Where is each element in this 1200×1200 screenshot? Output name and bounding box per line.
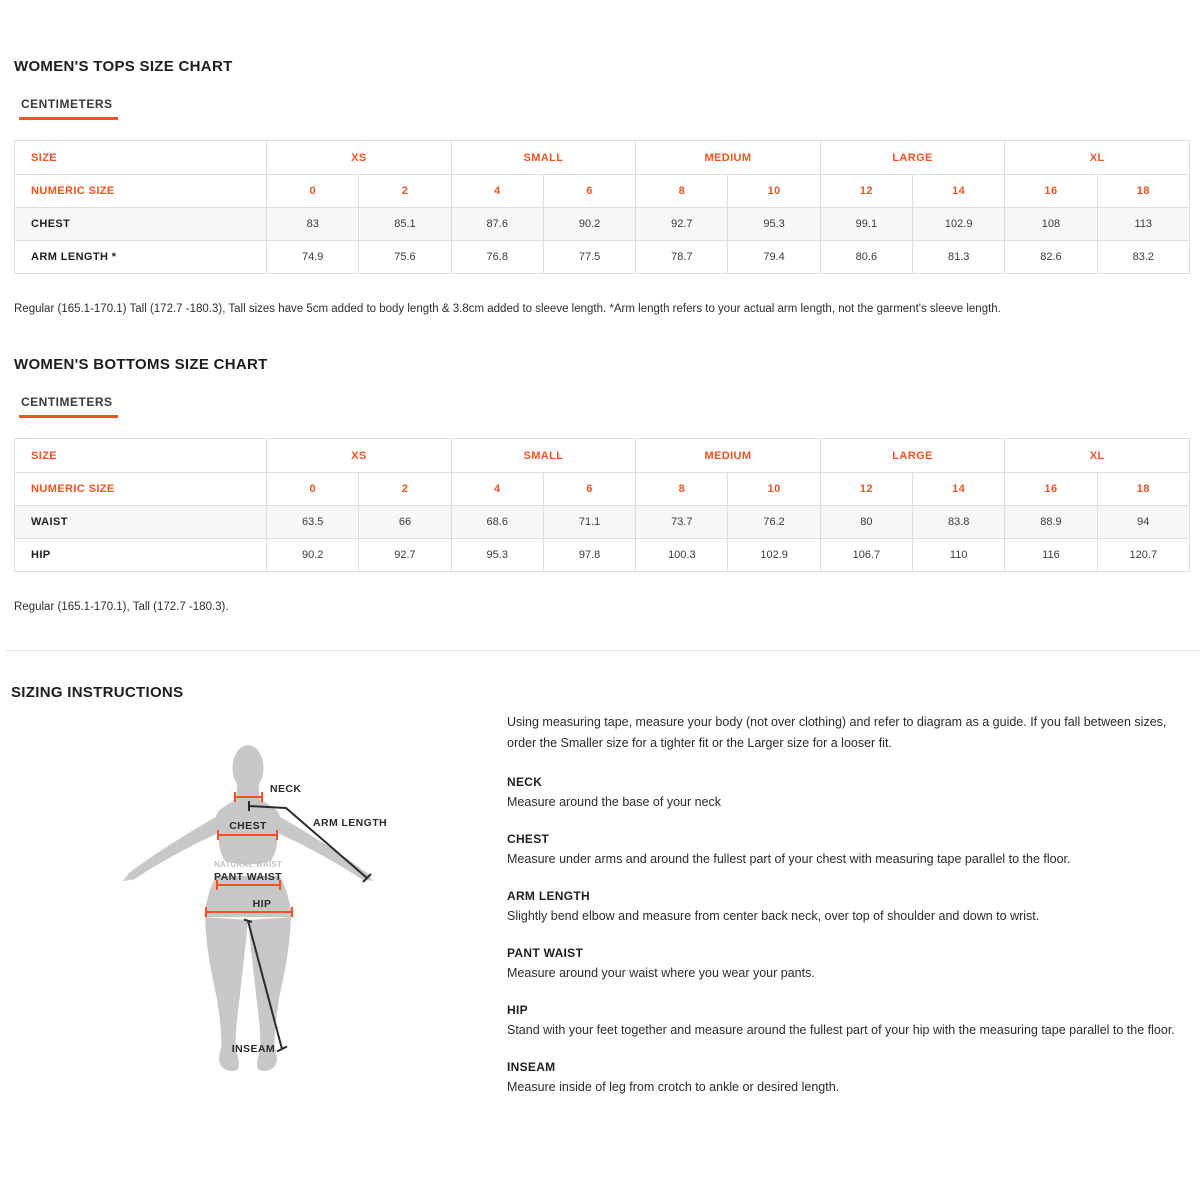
sizing-instructions-section <box>11 683 1190 1096</box>
table-cell: 2 <box>359 175 451 208</box>
diagram-label-chest: CHEST <box>229 819 267 832</box>
table-cell: 79.4 <box>728 241 820 274</box>
table-cell: 12 <box>820 175 912 208</box>
table-cell: 18 <box>1097 175 1189 208</box>
table-cell: 85.1 <box>359 208 451 241</box>
table-cell: 6 <box>543 175 635 208</box>
table-cell: 87.6 <box>451 208 543 241</box>
table-cell: 66 <box>359 506 451 539</box>
numeric-size-row-label: NUMERIC SIZE <box>15 473 267 506</box>
measurement-row-waist <box>15 506 1190 539</box>
instruction-label: CHEST <box>507 831 550 846</box>
table-cell: 116 <box>1005 539 1097 572</box>
bottoms-size-table <box>14 438 1190 572</box>
instruction-pant-waist <box>507 946 1183 982</box>
table-cell: 10 <box>728 175 820 208</box>
table-cell: 90.2 <box>267 539 359 572</box>
table-cell: 8 <box>636 473 728 506</box>
table-cell: LARGE <box>820 439 1005 473</box>
table-cell: 8 <box>636 175 728 208</box>
section-divider <box>6 650 1200 651</box>
table-cell: 16 <box>1005 175 1097 208</box>
table-cell: 83 <box>267 208 359 241</box>
table-cell: 80.6 <box>820 241 912 274</box>
instruction-label: ARM LENGTH <box>507 888 590 903</box>
table-cell: XL <box>1005 439 1190 473</box>
table-cell: 83.2 <box>1097 241 1189 274</box>
bottoms-section-title: WOMEN'S BOTTOMS SIZE CHART <box>14 356 268 374</box>
tab-centimeters-bottoms[interactable]: CENTIMETERS <box>19 395 118 418</box>
table-cell: 113 <box>1097 208 1189 241</box>
instruction-text: Measure under arms and around the fullest part of your chest with measuring tape parallel to the floor. <box>507 851 1071 866</box>
chest-row-label: CHEST <box>15 208 267 241</box>
bottoms-size-note: Regular (165.1-170.1), Tall (172.7 -180.3). <box>14 601 229 614</box>
table-cell: 83.8 <box>913 506 1005 539</box>
instruction-hip <box>507 1003 1183 1039</box>
instruction-neck <box>507 775 1183 811</box>
hip-row-label: HIP <box>15 539 267 572</box>
table-cell: SMALL <box>451 141 636 175</box>
instruction-chest <box>507 832 1183 868</box>
instruction-label: INSEAM <box>507 1059 556 1074</box>
table-cell: 100.3 <box>636 539 728 572</box>
table-cell: 76.2 <box>728 506 820 539</box>
table-cell: 77.5 <box>543 241 635 274</box>
table-cell: XS <box>267 141 452 175</box>
table-cell: XL <box>1005 141 1190 175</box>
table-cell: 95.3 <box>451 539 543 572</box>
instructions-column <box>507 712 1183 1096</box>
table-cell: 0 <box>267 473 359 506</box>
diagram-label-pant-waist: PANT WAIST <box>214 870 282 883</box>
table-cell: 88.9 <box>1005 506 1097 539</box>
sizing-instructions-title: SIZING INSTRUCTIONS <box>11 683 184 701</box>
body-silhouette <box>123 745 373 1071</box>
table-cell: 2 <box>359 473 451 506</box>
measurement-row-hip <box>15 539 1190 572</box>
table-cell: 76.8 <box>451 241 543 274</box>
table-cell: 18 <box>1097 473 1189 506</box>
table-cell: 63.5 <box>267 506 359 539</box>
tops-size-chart-section <box>14 58 1190 316</box>
body-measurement-diagram <box>110 721 410 1091</box>
table-cell: 99.1 <box>820 208 912 241</box>
table-cell: 73.7 <box>636 506 728 539</box>
size-chart-page <box>11 0 1190 1096</box>
diagram-label-neck: NECK <box>270 782 302 795</box>
table-cell: 75.6 <box>359 241 451 274</box>
table-cell: 108 <box>1005 208 1097 241</box>
table-cell: LARGE <box>820 141 1005 175</box>
table-cell: 4 <box>451 473 543 506</box>
diagram-label-natural-waist: NATURAL WAIST <box>213 859 283 869</box>
instruction-inseam <box>507 1060 1183 1096</box>
size-row-label: SIZE <box>15 141 267 175</box>
instruction-text: Measure inside of leg from crotch to ankle or desired length. <box>507 1079 840 1094</box>
tops-size-note: Regular (165.1-170.1) Tall (172.7 -180.3), Tall sizes have 5cm added to body length & 3.8cm added to sleeve length. *Arm length refers to your actual arm length, not the garment's sleeve length. <box>14 303 1001 315</box>
numeric-size-row <box>15 473 1190 506</box>
instruction-text: Measure around your waist where you wear your pants. <box>507 965 815 980</box>
table-cell: MEDIUM <box>636 439 821 473</box>
instruction-text: Measure around the base of your neck <box>507 794 722 809</box>
table-cell: 120.7 <box>1097 539 1189 572</box>
table-cell: 80 <box>820 506 912 539</box>
table-cell: 106.7 <box>820 539 912 572</box>
table-cell: 68.6 <box>451 506 543 539</box>
instruction-text: Stand with your feet together and measure around the fullest part of your hip with the measuring tape parallel to the floor. <box>507 1022 1175 1037</box>
numeric-size-row-label: NUMERIC SIZE <box>15 175 267 208</box>
size-row-label: SIZE <box>15 439 267 473</box>
table-cell: 92.7 <box>359 539 451 572</box>
arm-length-row-label: ARM LENGTH * <box>15 241 267 274</box>
diagram-label-arm-length: ARM LENGTH <box>313 816 387 829</box>
table-cell: 71.1 <box>543 506 635 539</box>
measurement-row-arm-length <box>15 241 1190 274</box>
bottoms-size-chart-section <box>14 356 1190 614</box>
instructions-intro: Using measuring tape, measure your body (not over clothing) and refer to diagram as a guide. If you fall between sizes, order the Smaller size for a tighter fit or the Larger size for a looser fit. <box>507 714 1167 750</box>
waist-row-label: WAIST <box>15 506 267 539</box>
table-cell: 102.9 <box>913 208 1005 241</box>
table-cell: 6 <box>543 473 635 506</box>
numeric-size-row <box>15 175 1190 208</box>
table-cell: SMALL <box>451 439 636 473</box>
table-cell: XS <box>267 439 452 473</box>
instruction-label: HIP <box>507 1002 528 1017</box>
tops-size-table <box>14 140 1190 274</box>
table-cell: 0 <box>267 175 359 208</box>
table-cell: 97.8 <box>543 539 635 572</box>
measurement-row-chest <box>15 208 1190 241</box>
tops-section-title: WOMEN'S TOPS SIZE CHART <box>14 58 233 75</box>
instruction-label: NECK <box>507 774 543 789</box>
instruction-arm-length <box>507 889 1183 925</box>
body-diagram-svg <box>110 721 410 1091</box>
table-cell: 10 <box>728 473 820 506</box>
table-cell: 4 <box>451 175 543 208</box>
table-cell: 14 <box>913 175 1005 208</box>
table-cell: 110 <box>913 539 1005 572</box>
table-cell: 94 <box>1097 506 1189 539</box>
table-cell: 12 <box>820 473 912 506</box>
diagram-label-hip: HIP <box>252 897 272 910</box>
instruction-label: PANT WAIST <box>507 945 584 960</box>
table-cell: 82.6 <box>1005 241 1097 274</box>
table-cell: 14 <box>913 473 1005 506</box>
table-cell: 78.7 <box>636 241 728 274</box>
table-cell: 81.3 <box>913 241 1005 274</box>
table-cell: MEDIUM <box>636 141 821 175</box>
size-group-row <box>15 141 1190 175</box>
tab-centimeters-tops[interactable]: CENTIMETERS <box>19 97 118 120</box>
table-cell: 74.9 <box>267 241 359 274</box>
table-cell: 95.3 <box>728 208 820 241</box>
instruction-text: Slightly bend elbow and measure from center back neck, over top of shoulder and down to wrist. <box>507 908 1040 923</box>
table-cell: 92.7 <box>636 208 728 241</box>
diagram-label-inseam: INSEAM <box>231 1042 275 1055</box>
table-cell: 90.2 <box>543 208 635 241</box>
table-cell: 16 <box>1005 473 1097 506</box>
size-group-row <box>15 439 1190 473</box>
table-cell: 102.9 <box>728 539 820 572</box>
